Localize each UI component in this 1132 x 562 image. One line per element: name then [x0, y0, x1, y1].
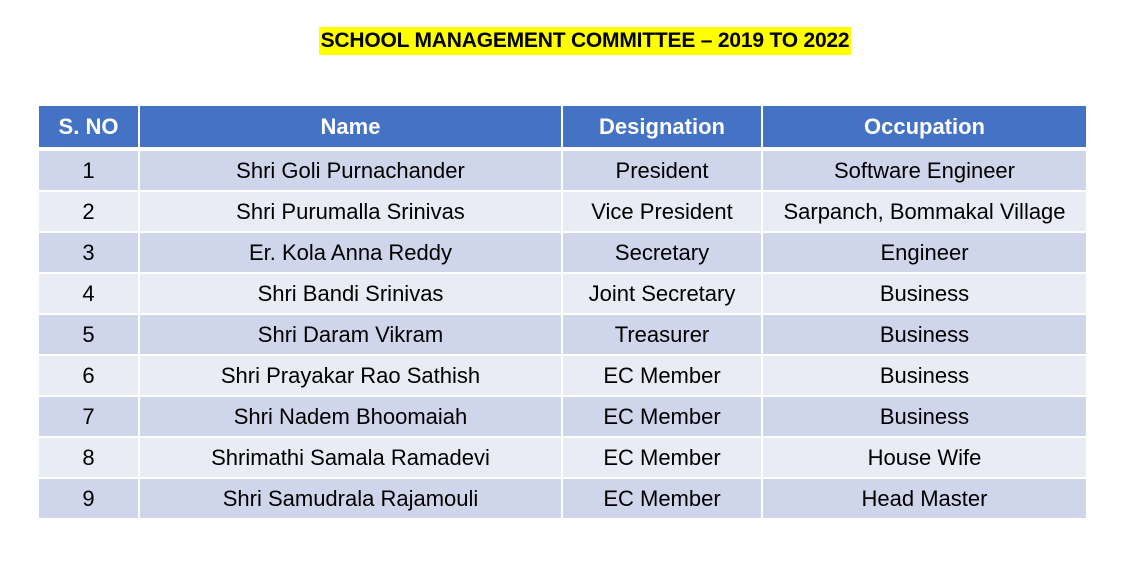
table-row	[38, 273, 1087, 314]
cell-occupation: Business	[762, 314, 1087, 355]
cell-occupation: Business	[762, 396, 1087, 437]
table-header	[38, 105, 1087, 149]
cell-sno: 4	[38, 273, 139, 314]
header-row	[38, 105, 1087, 149]
cell-occupation: Software Engineer	[762, 149, 1087, 191]
table-row	[38, 478, 1087, 519]
table-row	[38, 314, 1087, 355]
cell-sno: 1	[38, 149, 139, 191]
cell-sno: 8	[38, 437, 139, 478]
cell-occupation: Sarpanch, Bommakal Village	[762, 191, 1087, 232]
cell-occupation: Head Master	[762, 478, 1087, 519]
cell-occupation: Business	[762, 273, 1087, 314]
table-row	[38, 437, 1087, 478]
cell-name: Er. Kola Anna Reddy	[139, 232, 562, 273]
cell-name: Shri Goli Purnachander	[139, 149, 562, 191]
header-sno: S. NO	[38, 105, 139, 149]
cell-designation: Secretary	[562, 232, 762, 273]
cell-occupation: House Wife	[762, 437, 1087, 478]
table-row	[38, 232, 1087, 273]
cell-name: Shri Bandi Srinivas	[139, 273, 562, 314]
cell-designation: Joint Secretary	[562, 273, 762, 314]
table-row	[38, 149, 1087, 191]
cell-designation: EC Member	[562, 437, 762, 478]
cell-name: Shrimathi Samala Ramadevi	[139, 437, 562, 478]
cell-occupation: Business	[762, 355, 1087, 396]
cell-sno: 9	[38, 478, 139, 519]
cell-name: Shri Daram Vikram	[139, 314, 562, 355]
cell-designation: EC Member	[562, 396, 762, 437]
cell-designation: President	[562, 149, 762, 191]
cell-designation: EC Member	[562, 355, 762, 396]
header-name: Name	[139, 105, 562, 149]
title-container	[0, 27, 1132, 55]
cell-name: Shri Purumalla Srinivas	[139, 191, 562, 232]
cell-sno: 7	[38, 396, 139, 437]
cell-designation: Vice President	[562, 191, 762, 232]
table-row	[38, 191, 1087, 232]
cell-designation: EC Member	[562, 478, 762, 519]
cell-occupation: Engineer	[762, 232, 1087, 273]
header-occupation: Occupation	[762, 105, 1087, 149]
table-body	[38, 149, 1087, 519]
cell-designation: Treasurer	[562, 314, 762, 355]
cell-sno: 2	[38, 191, 139, 232]
cell-name: Shri Nadem Bhoomaiah	[139, 396, 562, 437]
committee-table	[37, 104, 1088, 520]
cell-name: Shri Prayakar Rao Sathish	[139, 355, 562, 396]
header-designation: Designation	[562, 105, 762, 149]
cell-sno: 3	[38, 232, 139, 273]
table-row	[38, 355, 1087, 396]
cell-sno: 5	[38, 314, 139, 355]
cell-name: Shri Samudrala Rajamouli	[139, 478, 562, 519]
table-row	[38, 396, 1087, 437]
page-title: SCHOOL MANAGEMENT COMMITTEE – 2019 TO 2022	[319, 27, 852, 55]
cell-sno: 6	[38, 355, 139, 396]
